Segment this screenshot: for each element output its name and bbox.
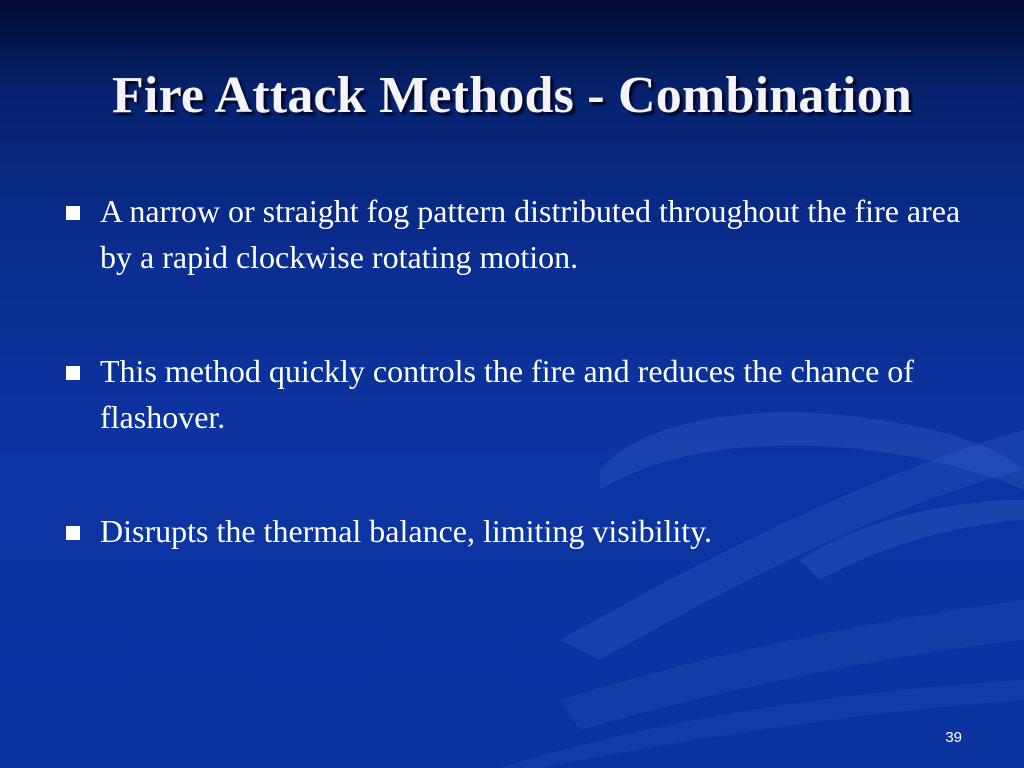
bullet-text: Disrupts the thermal balance, limiting visibility.: [100, 513, 713, 549]
slide-title: Fire Attack Methods - Combination: [111, 67, 913, 124]
bullet-item: [64, 188, 964, 280]
page-number: 39: [945, 729, 962, 746]
bullet-item: [64, 348, 964, 440]
bullet-item: [64, 508, 964, 554]
bullet-text: A narrow or straight fog pattern distributed throughout the fire area by a rapid clockwise rotating motion.: [100, 193, 961, 275]
square-bullet-icon: [66, 366, 80, 380]
square-bullet-icon: [66, 206, 80, 220]
bullet-text: This method quickly controls the fire and reduces the chance of flashover.: [100, 353, 930, 435]
square-bullet-icon: [66, 526, 80, 540]
bullet-list: [64, 188, 964, 622]
